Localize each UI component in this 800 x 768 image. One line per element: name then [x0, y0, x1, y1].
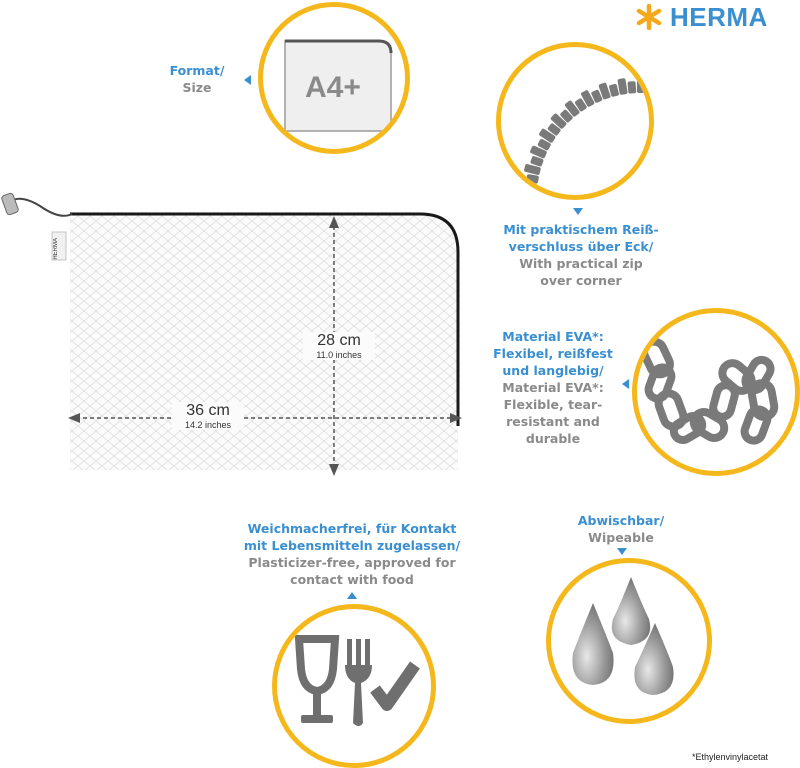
material-caption	[488, 328, 618, 447]
format-caption	[160, 62, 234, 96]
zip-label-en-1: With practical zip	[519, 256, 643, 271]
arrow-down-icon	[617, 548, 627, 555]
zipper-tooth	[525, 193, 537, 195]
food-circle	[272, 604, 436, 768]
material-label-en-2: Flexible, tear-	[503, 397, 603, 412]
wipe-label-de: Abwischbar	[577, 513, 660, 528]
format-label-de: Format	[169, 63, 220, 78]
slash: /	[599, 363, 604, 378]
slash: /	[455, 538, 461, 553]
water-drops-icon	[551, 563, 707, 719]
arrow-left-icon	[622, 379, 629, 389]
material-circle	[632, 308, 800, 476]
food-label-en-2: contact with food	[290, 572, 414, 587]
width-dimension	[172, 402, 244, 430]
food-label-en-1: Plasticizer-free, approved for	[248, 555, 456, 570]
material-label-de-3: und langlebig	[502, 363, 600, 378]
brand-logo	[636, 2, 796, 32]
slash: /	[219, 63, 225, 78]
slash: /	[648, 239, 654, 254]
arrow-right-icon	[450, 413, 462, 423]
height-in: 11.0 inches	[316, 350, 362, 360]
brand-name: HERMA	[670, 2, 768, 32]
wipe-label-en: Wipeable	[588, 530, 654, 545]
herma-star-icon	[636, 4, 662, 30]
wipe-caption	[556, 512, 686, 546]
format-circle	[258, 2, 410, 154]
arrow-up-icon	[347, 592, 357, 599]
arrow-left-icon	[68, 413, 80, 423]
zip-label-de-2: verschluss über Eck	[508, 239, 649, 254]
slash: /	[659, 513, 665, 528]
arrow-down-icon	[573, 208, 583, 215]
pouch-tag: HERMA	[53, 238, 59, 260]
arrow-left-icon	[244, 75, 251, 85]
material-label-en-3: resistant and	[506, 414, 600, 429]
zipper-tooth	[526, 174, 539, 184]
glass-icon	[299, 639, 335, 723]
width-in: 14.2 inches	[184, 420, 232, 430]
material-label-de-1: Material EVA*:	[502, 329, 604, 344]
format-badge: A4+	[305, 71, 361, 104]
food-label-de-1: Weichmacherfrei, für Kontakt	[247, 521, 457, 536]
zip-caption	[496, 221, 666, 289]
food-label-de-2: mit Lebensmitteln zugelassen	[243, 538, 456, 553]
zipper-tooth	[617, 78, 628, 95]
food-safe-icons	[277, 609, 431, 763]
material-label-en-4: durable	[525, 431, 581, 446]
height-cm: 28 cm	[317, 332, 361, 349]
food-caption	[234, 520, 470, 588]
zipper-tooth	[521, 183, 538, 192]
zip-circle	[496, 42, 654, 200]
footnote: *Ethylenvinylacetat	[692, 752, 769, 762]
zipper-tooth	[627, 81, 636, 94]
height-dimension	[303, 332, 375, 360]
width-cm: 36 cm	[186, 402, 230, 419]
material-label-de-2: Flexibel, reißfest	[493, 346, 613, 361]
dimension-arrows	[0, 186, 470, 478]
fork-icon	[345, 639, 372, 726]
zip-label-de-1: Mit praktischem Reiß-	[503, 222, 659, 237]
arrow-down-icon	[329, 464, 339, 476]
check-icon	[375, 665, 415, 705]
material-label-en-1: Material EVA*:	[502, 380, 604, 395]
wipe-circle	[546, 558, 712, 724]
format-label-en: Size	[182, 80, 212, 95]
zip-label-en-2: over corner	[540, 273, 622, 288]
chain-icon	[637, 313, 795, 471]
arrow-up-icon	[329, 216, 339, 228]
zipper-icon	[501, 47, 649, 195]
zipper-tooth	[637, 77, 645, 93]
